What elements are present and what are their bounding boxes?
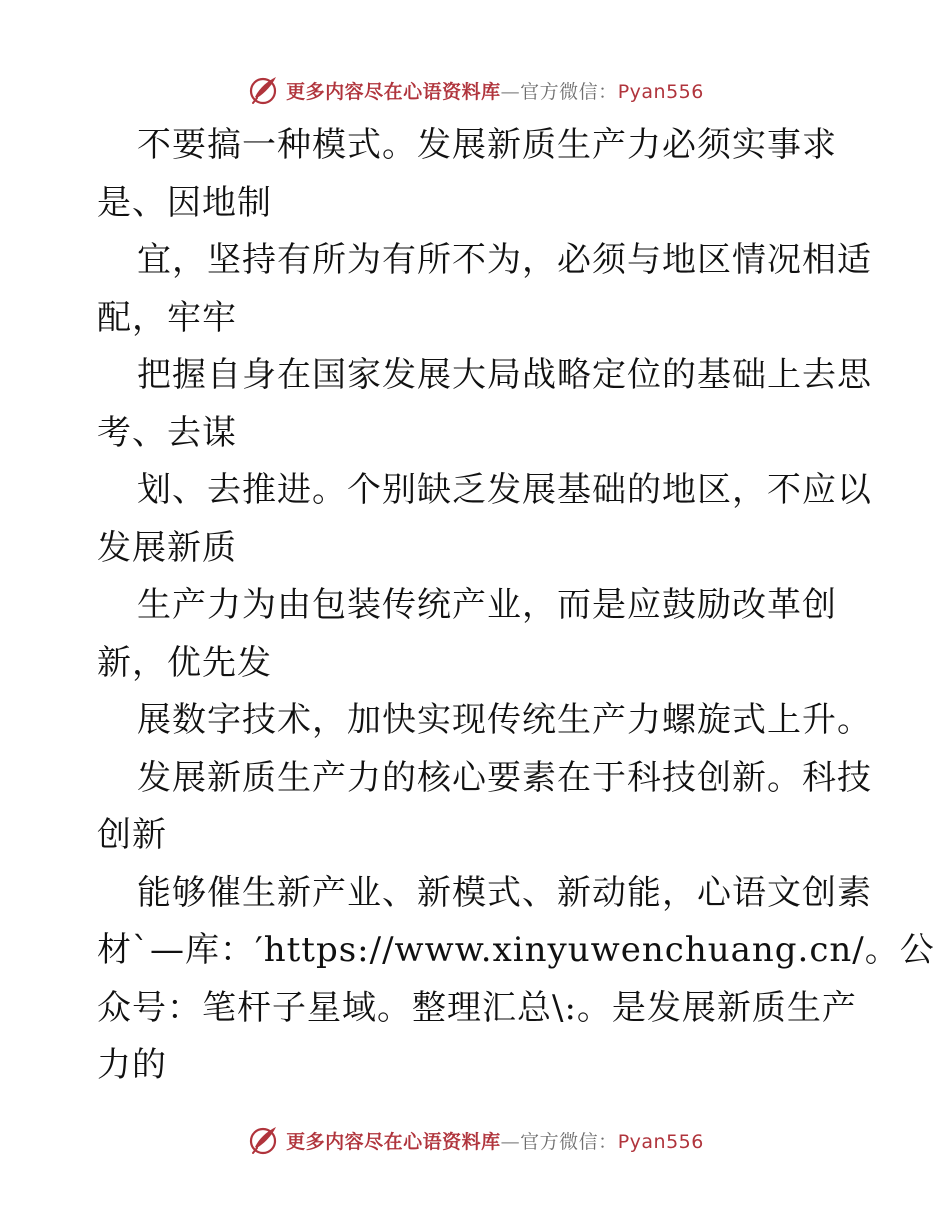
text-line: 能够催生新产业、新模式、新动能，心语文创素 <box>137 872 872 913</box>
footer-watermark-banner <box>0 1120 950 1160</box>
body-text <box>97 117 935 1095</box>
text-line: 把握自身在国家发展大局战略定位的基础上去思 <box>137 355 872 395</box>
watermark-wechat-id: Pyan556 <box>617 1130 704 1153</box>
text-line: 力的 <box>97 1045 167 1085</box>
text-line: 展数字技术，加快实现传统生产力螺旋式上升。 <box>137 700 872 740</box>
text-line: 新，优先发 <box>97 642 272 683</box>
text-line: 是、因地制 <box>97 182 272 223</box>
text-line: 配，牢牢 <box>97 297 237 338</box>
text-line: 发展新质 <box>97 527 237 568</box>
watermark-separator: — <box>500 80 521 103</box>
watermark-wechat-id: Pyan556 <box>617 80 704 103</box>
watermark-wechat-label: 官方微信： <box>520 80 618 103</box>
watermark-text <box>286 77 704 104</box>
text-line: 生产力为由包装传统产业，而是应鼓励改革创 <box>137 585 837 625</box>
text-line: 众号：笔杆子星域。整理汇总\:。是发展新质生产 <box>97 987 857 1028</box>
text-line: 宜，坚持有所为有所不为，必须与地区情况相适 <box>137 240 872 280</box>
quill-logo-icon <box>246 1123 280 1157</box>
quill-logo-icon <box>246 73 280 107</box>
watermark-main-text: 更多内容尽在心语资料库 <box>286 80 501 103</box>
text-line: 考、去谋 <box>97 412 237 453</box>
text-line: 创新 <box>97 815 167 855</box>
watermark-wechat-label: 官方微信： <box>520 1130 618 1153</box>
watermark-text <box>286 1127 704 1154</box>
watermark-main-text: 更多内容尽在心语资料库 <box>286 1130 501 1153</box>
text-line: 划、去推进。个别缺乏发展基础的地区，不应以 <box>137 470 872 510</box>
text-line: 不要搞一种模式。发展新质生产力必须实事求 <box>137 125 837 165</box>
header-watermark-banner <box>0 70 950 110</box>
text-line: 材`—库：′https://www.xinyuwenchuang.cn/。公 <box>97 930 935 970</box>
watermark-separator: — <box>500 1130 521 1153</box>
text-line: 发展新质生产力的核心要素在于科技创新。科技 <box>137 757 872 798</box>
